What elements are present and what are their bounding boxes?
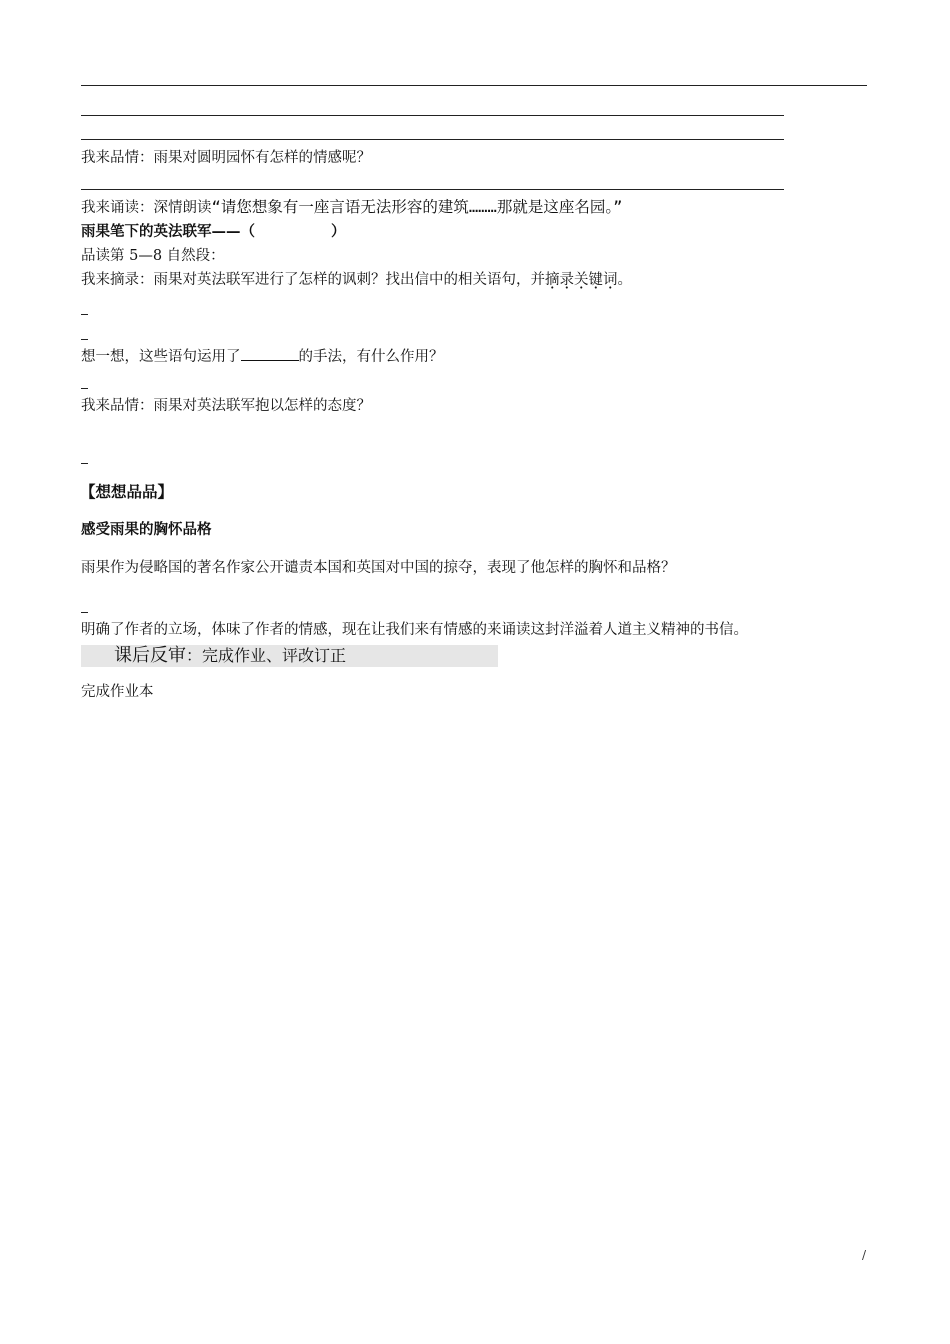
top-full-rule bbox=[81, 85, 867, 86]
xiang-xiang-heading: 【想想品品】 bbox=[80, 483, 174, 501]
zhai-lu-prefix: 我来摘录：雨果对英法联军进行了怎样的讽刺？找出信中的相关语句，并 bbox=[81, 272, 545, 288]
answer-line-1 bbox=[81, 115, 784, 116]
xiang-suffix: 的手法，有什么作用？ bbox=[298, 349, 444, 365]
section-title-right: ） bbox=[331, 224, 346, 240]
dotted-char: 录 bbox=[559, 272, 574, 288]
banner-sub: ：完成作业、评改订正 bbox=[186, 646, 347, 665]
pin-du-paragraphs: 品读第 5—8 自然段： bbox=[81, 248, 225, 264]
pin-qing-question-2: 我来品情：雨果对英法联军抱以怎样的态度？ bbox=[81, 398, 371, 414]
page-number: / bbox=[862, 1248, 867, 1262]
hugo-question: 雨果作为侵略国的著名作家公开谴责本国和英国对中国的掠夺，表现了他怎样的胸怀和品格？ bbox=[81, 560, 676, 576]
xiang-prefix: 想一想，这些语句运用了 bbox=[81, 349, 241, 365]
song-du-quote: “请您想象有一座言语无法形容的建筑………那就是这座名园。” bbox=[211, 198, 623, 216]
song-du-label: 我来诵读：深情朗读 bbox=[81, 200, 212, 216]
answer-dash bbox=[81, 339, 88, 340]
banner-heading bbox=[114, 644, 346, 668]
answer-line-2 bbox=[81, 139, 784, 140]
answer-dash bbox=[81, 314, 88, 315]
section-title-left: 雨果笔下的英法联军——（ bbox=[81, 224, 255, 240]
homework-line: 完成作业本 bbox=[81, 684, 154, 700]
dotted-char: 关 bbox=[574, 272, 589, 288]
pin-qing-question-1: 我来品情：雨果对圆明园怀有怎样的情感呢？ bbox=[81, 150, 371, 166]
dotted-char: 摘 bbox=[545, 272, 560, 288]
ming-que-paragraph: 明确了作者的立场，体味了作者的情感，现在让我们来有情感的来诵读这封洋溢着人道主义精神的书信。 bbox=[81, 622, 748, 638]
zhai-lu-question bbox=[81, 270, 632, 290]
xiang-yi-xiang-question bbox=[81, 346, 444, 367]
answer-dash bbox=[81, 463, 88, 464]
dotted-char: 键 bbox=[588, 272, 603, 288]
section-title-allied-forces bbox=[81, 222, 346, 242]
answer-line-3 bbox=[81, 189, 784, 190]
banner-main: 课后反审 bbox=[114, 645, 186, 666]
answer-dash bbox=[81, 388, 88, 389]
gan-shou-heading: 感受雨果的胸怀品格 bbox=[81, 522, 212, 538]
answer-dash bbox=[81, 612, 88, 613]
fill-in-blank bbox=[241, 346, 299, 361]
zhai-lu-suffix: 。 bbox=[617, 272, 632, 288]
dotted-char: 词 bbox=[603, 272, 618, 288]
song-du-line bbox=[81, 197, 622, 218]
